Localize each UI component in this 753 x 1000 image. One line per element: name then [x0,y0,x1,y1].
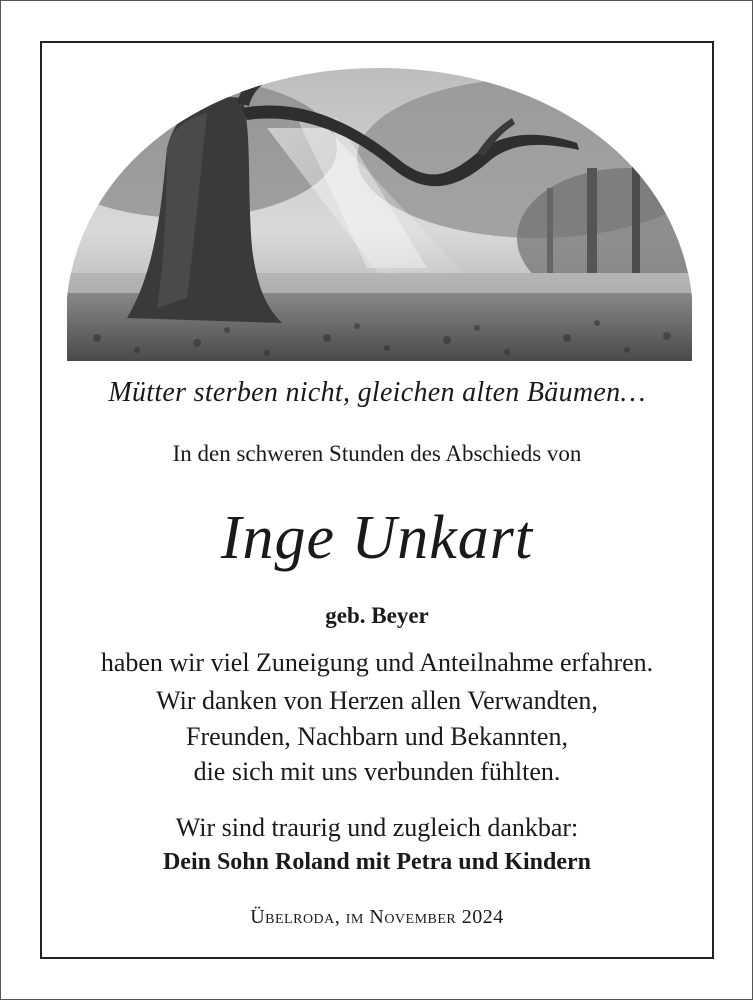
place-date: Übelroda, im November 2024 [250,906,504,928]
body-line: die sich mit uns verbunden fühlten. [193,757,561,786]
closing-text: Wir sind traurig und zugleich dankbar: [175,813,579,842]
body-line: Freunden, Nachbarn und Bekannten, [186,722,568,751]
body-line: Wir danken von Herzen allen Verwandten, [156,686,598,715]
body-line: haben wir viel Zuneigung und Anteilnahme erfahren. [100,648,654,677]
deceased-name: Inge Unkart [220,504,534,572]
maiden-name: geb. Beyer [325,603,429,628]
motto: Mütter sterben nicht, gleichen alten Bäumen… [108,377,646,408]
intro-text: In den schweren Stunden des Abschieds von [172,441,582,466]
signers: Dein Sohn Roland mit Petra und Kindern [162,849,592,875]
tree-photo [67,68,692,361]
